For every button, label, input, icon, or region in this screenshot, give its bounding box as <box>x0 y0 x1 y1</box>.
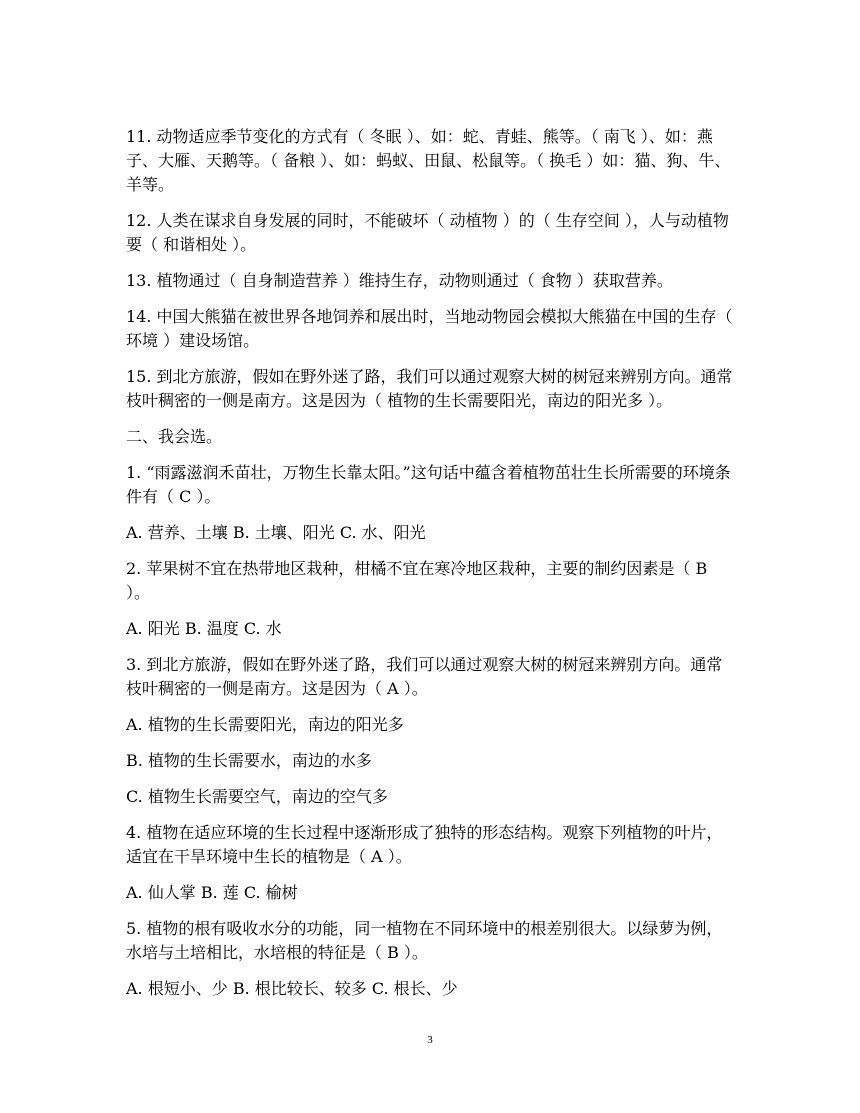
item-15-paragraph: 15. 到北方旅游，假如在野外迷了路，我们可以通过观察大树的树冠来辨别方向。通常枝叶稠密的一侧是南方。这是因为（ 植物的生长需要阳光，南边的阳光多 ）。 <box>126 367 733 410</box>
question-2-options: A. 阳光 B. 温度 C. 水 <box>126 619 282 638</box>
section-heading: 二、我会选。 <box>126 427 223 446</box>
question-3-option-b: B. 植物的生长需要水，南边的水多 <box>126 751 372 770</box>
question-3: 3. 到北方旅游，假如在野外迷了路，我们可以通过观察大树的树冠来辨别方向。通常枝叶稠密的一侧是南方。这是因为（ A ）。 <box>126 655 723 698</box>
item-12-paragraph: 12. 人类在谋求自身发展的同时，不能破坏（ 动植物 ）的（ 生存空间 ），人与动植物要（ 和谐相处 ）。 <box>126 211 729 254</box>
question-4-options: A. 仙人掌 B. 莲 C. 榆树 <box>126 883 298 902</box>
item-14-paragraph: 14. 中国大熊猫在被世界各地饲养和展出时，当地动物园会模拟大熊猫在中国的生存（ 环境 ）建设场馆。 <box>126 307 733 350</box>
item-13-paragraph: 13. 植物通过（ 自身制造营养 ）维持生存，动物则通过（ 食物 ）获取营养。 <box>126 271 673 290</box>
item-11-paragraph: 11. 动物适应季节变化的方式有（ 冬眠 ）、如：蛇、青蛙、熊等。（ 南飞 ）、如：燕子、大雁、天鹅等。（ 备粮 ）、如：蚂蚁、田鼠、松鼠等。（ 换毛 ）如：猫、狗、牛、羊等。 <box>126 127 731 194</box>
question-3-option-a: A. 植物的生长需要阳光，南边的阳光多 <box>126 715 404 734</box>
question-1-options: A. 营养、土壤 B. 土壤、阳光 C. 水、阳光 <box>126 523 426 542</box>
question-2: 2. 苹果树不宜在热带地区栽种，柑橘不宜在寒冷地区栽种，主要的制约因素是（ B ）。 <box>126 559 708 602</box>
question-5: 5. 植物的根有吸收水分的功能，同一植物在不同环境中的根差别很大。以绿萝为例，水培与土培相比，水培根的特征是（ B ）。 <box>126 919 723 962</box>
page-content <box>126 125 736 1013</box>
question-4: 4. 植物在适应环境的生长过程中逐渐形成了独特的形态结构。观察下列植物的叶片，适宜在干旱环境中生长的植物是（ A ）。 <box>126 823 723 866</box>
question-3-option-c: C. 植物生长需要空气，南边的空气多 <box>126 787 388 806</box>
question-1: 1. “雨露滋润禾苗壮，万物生长靠太阳。”这句话中蕴含着植物茁壮生长所需要的环境条件有（ C ）。 <box>126 463 731 506</box>
page-number: 3 <box>427 1034 433 1046</box>
question-5-options: A. 根短小、少 B. 根比较长、较多 C. 根长、少 <box>126 979 458 998</box>
